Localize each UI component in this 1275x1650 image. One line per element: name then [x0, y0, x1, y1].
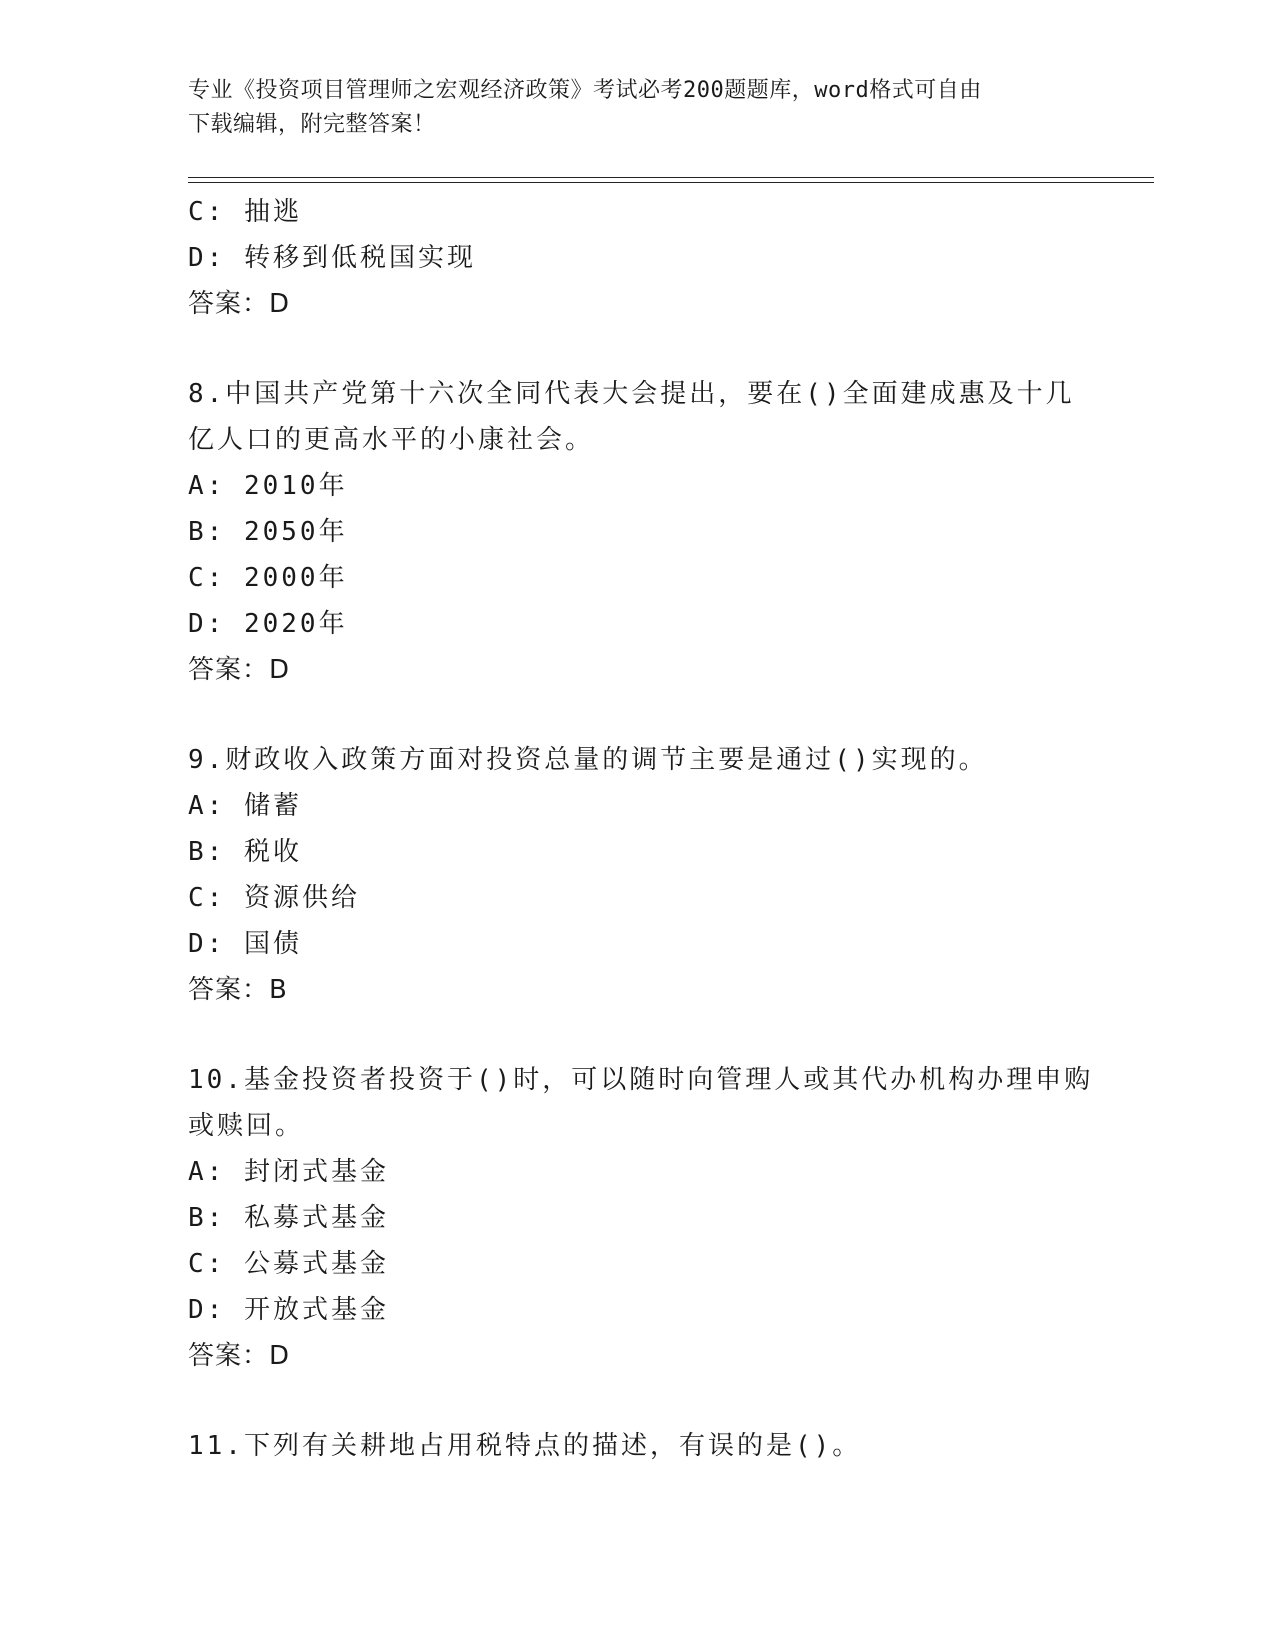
option-b: B: 税收	[188, 837, 302, 867]
answer: 答案：D	[188, 655, 291, 685]
question-text: 10.基金投资者投资于()时，可以随时向管理人或其代办机构办理申购	[188, 1065, 1094, 1095]
option-a: A: 封闭式基金	[188, 1157, 389, 1187]
header-divider-bottom	[188, 182, 1154, 183]
question-list	[188, 189, 1094, 1469]
answer: 答案：D	[188, 289, 291, 319]
question-text-continued: 亿人口的更高水平的小康社会。	[188, 425, 595, 455]
document-header	[188, 74, 1088, 142]
option-d: D: 转移到低税国实现	[188, 243, 476, 273]
option-c: C: 抽逃	[188, 197, 302, 227]
option-a: A: 储蓄	[188, 791, 302, 821]
question-8	[188, 371, 1088, 693]
question-7-continued	[188, 189, 1088, 327]
option-c: C: 2000年	[188, 563, 348, 593]
option-d: D: 开放式基金	[188, 1295, 389, 1325]
question-text: 9.财政收入政策方面对投资总量的调节主要是通过()实现的。	[188, 745, 988, 775]
question-11	[188, 1423, 1088, 1469]
option-b: B: 私募式基金	[188, 1203, 389, 1233]
option-c: C: 公募式基金	[188, 1249, 389, 1279]
option-b: B: 2050年	[188, 517, 348, 547]
question-9	[188, 737, 1088, 1013]
option-d: D: 2020年	[188, 609, 348, 639]
option-a: A: 2010年	[188, 471, 348, 501]
option-d: D: 国债	[188, 929, 302, 959]
question-text: 11.下列有关耕地占用税特点的描述，有误的是()。	[188, 1431, 862, 1461]
header-line-2: 下载编辑，附完整答案！	[188, 112, 436, 137]
header-line-1: 专业《投资项目管理师之宏观经济政策》考试必考200题题库，word格式可自由	[188, 78, 982, 103]
question-10	[188, 1057, 1094, 1379]
header-divider-top	[188, 177, 1154, 178]
question-text-continued: 或赎回。	[188, 1111, 305, 1141]
answer: 答案：B	[188, 975, 288, 1005]
answer: 答案：D	[188, 1341, 291, 1371]
option-c: C: 资源供给	[188, 883, 360, 913]
question-text: 8.中国共产党第十六次全同代表大会提出，要在()全面建成惠及十几	[188, 379, 1075, 409]
